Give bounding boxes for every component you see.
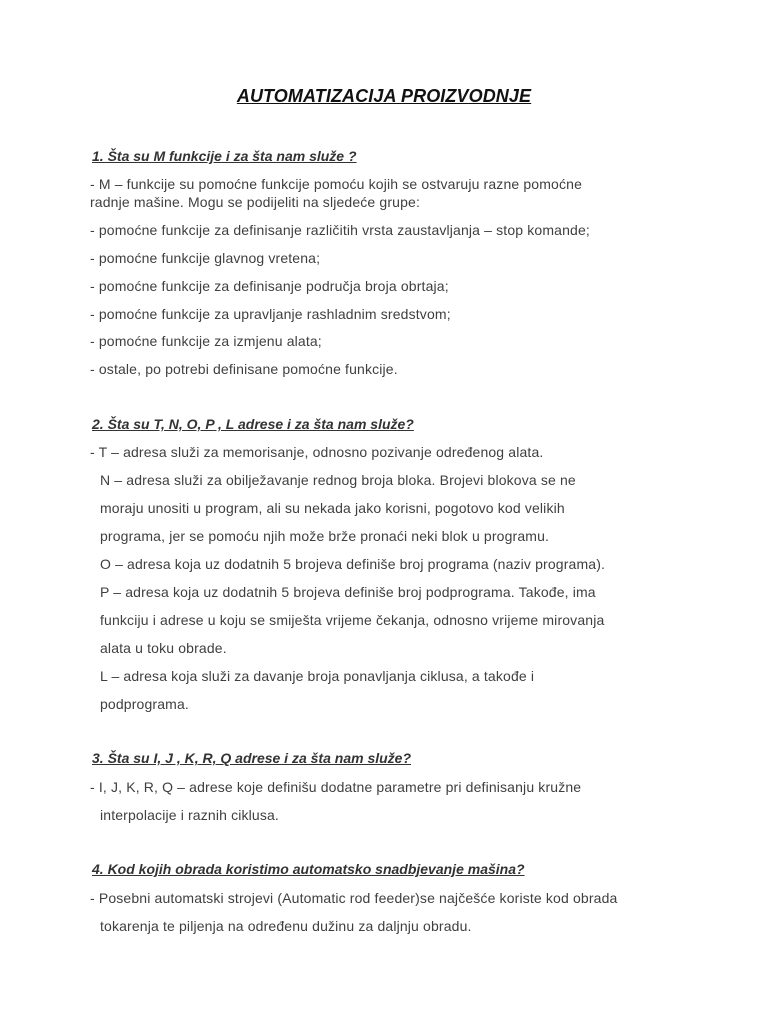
answer-3-line: interpolacije i raznih ciklusa.: [100, 807, 279, 823]
answer-1-line: - pomoćne funkcije za definisanje različitih vrsta zaustavljanja – stop komande;: [90, 222, 590, 238]
answer-1-line: - pomoćne funkcije glavnog vretena;: [90, 250, 321, 266]
answer-1-line: radnje mašine. Mogu se podijeliti na sljedeće grupe:: [90, 194, 420, 210]
answer-2-line: - T – adresa služi za memorisanje, odnosno pozivanje određenog alata.: [90, 444, 544, 460]
answer-2-line: funkciju i adrese u koju se smiješta vrijeme čekanja, odnosno vrijeme mirovanja: [100, 612, 605, 628]
question-3-heading: 3. Šta su I, J , K, R, Q adrese i za šta nam služe?: [92, 750, 412, 766]
answer-2-line: P – adresa koja uz dodatnih 5 brojeva definiše broj podprograma. Takođe, ima: [100, 584, 596, 600]
answer-1-line: - ostale, po potrebi definisane pomoćne funkcije.: [90, 361, 398, 377]
answer-1-line: - pomoćne funkcije za izmjenu alata;: [90, 333, 322, 349]
answer-2-line: podprograma.: [100, 696, 189, 712]
answer-1-line: - M – funkcije su pomoćne funkcije pomoću kojih se ostvaruju razne pomoćne: [90, 176, 583, 192]
answer-2-line: moraju unositi u program, ali su nekada jako korisni, pogotovo kod velikih: [100, 500, 565, 516]
answer-2-line: L – adresa koja služi za davanje broja ponavljanja ciklusa, a takođe i: [100, 668, 535, 684]
answer-2-line: alata u toku obrade.: [100, 640, 227, 656]
answer-1-line: - pomoćne funkcije za definisanje područja broja obrtaja;: [90, 278, 449, 294]
answer-1-line: - pomoćne funkcije za upravljanje rashladnim sredstvom;: [90, 306, 451, 322]
document-title: AUTOMATIZACIJA PROIZVODNJE: [236, 86, 532, 106]
answer-4-line: - Posebni automatski strojevi (Automatic rod feeder)se najčešće koriste kod obrada: [90, 890, 618, 906]
answer-2-line: N – adresa služi za obilježavanje rednog broja bloka. Brojevi blokova se ne: [100, 472, 576, 488]
answer-3-line: - I, J, K, R, Q – adrese koje definišu dodatne parametre pri definisanju kružne: [90, 779, 582, 795]
question-2-heading: 2. Šta su T, N, O, P , L adrese i za šta nam služe?: [92, 416, 414, 432]
answer-2-line: O – adresa koja uz dodatnih 5 brojeva definiše broj programa (naziv programa).: [100, 556, 606, 572]
question-1-heading: 1. Šta su M funkcije i za šta nam služe ?: [92, 148, 357, 164]
answer-4-line: tokarenja te piljenja na određenu dužinu za daljnju obradu.: [100, 918, 472, 934]
question-4-heading: 4. Kod kojih obrada koristimo automatsko snadbjevanje mašina?: [92, 861, 525, 877]
answer-2-line: programa, jer se pomoću njih može brže pronaći neki blok u programu.: [100, 528, 550, 544]
